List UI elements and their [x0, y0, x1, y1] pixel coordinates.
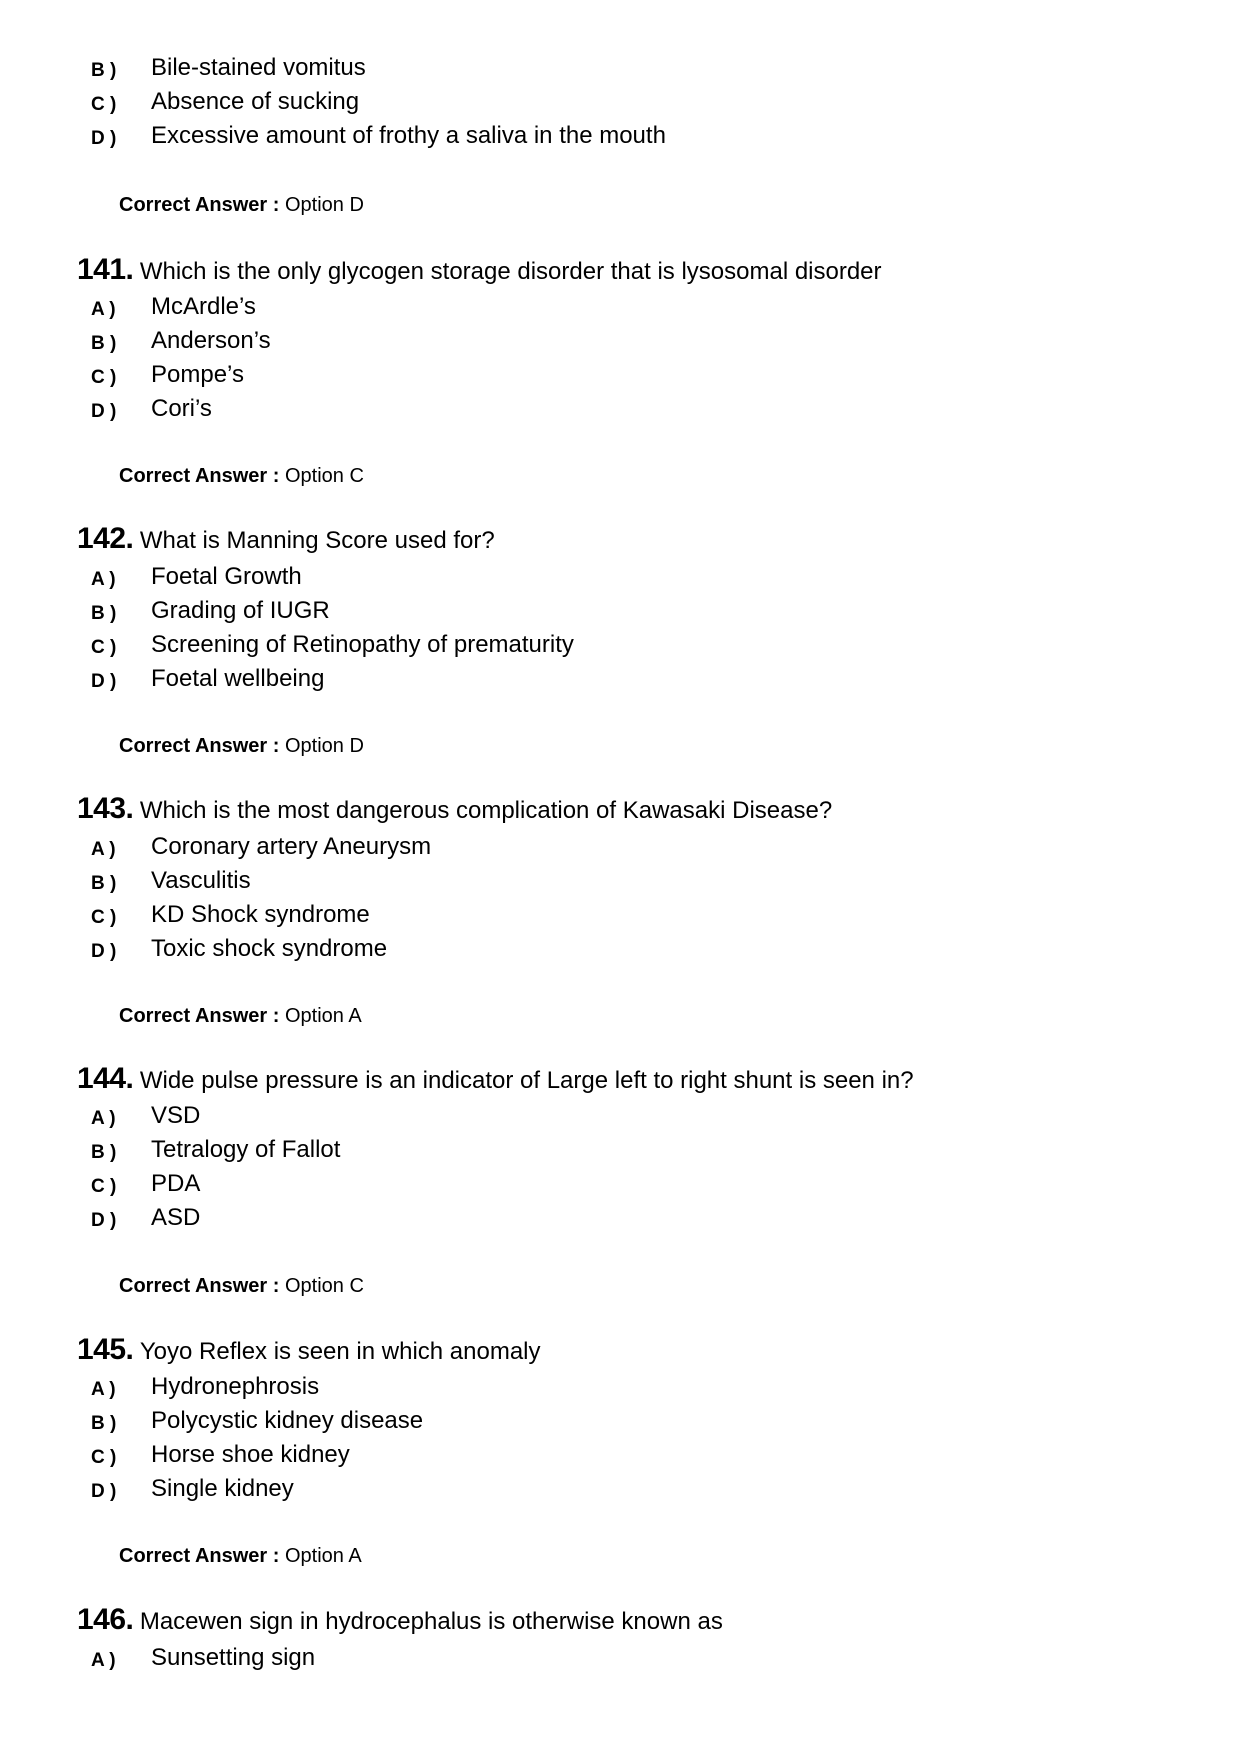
option-letter: D ) [91, 128, 117, 149]
option-letter: C ) [91, 637, 117, 658]
option-text: KD Shock syndrome [151, 901, 370, 928]
correct-answer-value: Option C [284, 465, 364, 487]
correct-answer [119, 1545, 362, 1568]
question-heading [77, 1603, 723, 1643]
correct-answer-value: Option A [284, 1005, 362, 1027]
question-number: 145. [77, 1333, 134, 1366]
question-heading [77, 253, 882, 293]
option-text: Screening of Retinopathy of prematurity [151, 631, 574, 658]
question-text: Macewen sign in hydrocephalus is otherwise known as [139, 1608, 723, 1635]
option-text: Anderson’s [151, 327, 271, 354]
question-number: 144. [77, 1062, 134, 1095]
option-letter: D ) [91, 401, 117, 422]
option-letter: C ) [91, 94, 117, 115]
option-text: Horse shoe kidney [151, 1441, 350, 1468]
question-text: Yoyo Reflex is seen in which anomaly [139, 1338, 541, 1365]
option-letter: B ) [91, 1413, 117, 1434]
correct-answer-label: Correct Answer : [119, 1275, 280, 1297]
question-text: Wide pulse pressure is an indicator of Large left to right shunt is seen in? [139, 1067, 914, 1094]
option-text: McArdle’s [151, 293, 256, 320]
correct-answer [119, 465, 364, 488]
question-text: Which is the most dangerous complication of Kawasaki Disease? [139, 797, 833, 824]
option-text: PDA [151, 1170, 201, 1197]
correct-answer-value: Option D [284, 735, 364, 757]
option-text: Excessive amount of frothy a saliva in the mouth [151, 122, 666, 149]
correct-answer [119, 1005, 362, 1028]
question-heading [77, 1062, 914, 1102]
option-letter: C ) [91, 907, 117, 928]
option-letter: B ) [91, 333, 117, 354]
option-text: Hydronephrosis [151, 1373, 320, 1400]
correct-answer-label: Correct Answer : [119, 1005, 280, 1027]
option-letter: A ) [91, 299, 116, 320]
option-letter: B ) [91, 60, 117, 81]
option-text: Foetal Growth [151, 563, 302, 590]
option-text: ASD [151, 1204, 201, 1231]
option-letter: A ) [91, 569, 116, 590]
option-letter: D ) [91, 1481, 117, 1502]
option-text: Absence of sucking [151, 88, 360, 115]
correct-answer-label: Correct Answer : [119, 735, 280, 757]
correct-answer [119, 735, 364, 758]
option-text: Toxic shock syndrome [151, 935, 388, 962]
correct-answer [119, 194, 364, 217]
option-letter: A ) [91, 1379, 116, 1400]
option-text: Vasculitis [151, 867, 251, 894]
correct-answer-value: Option D [284, 194, 364, 216]
option-text: VSD [151, 1102, 201, 1129]
question-number: 142. [77, 522, 134, 555]
option-text: Sunsetting sign [151, 1644, 316, 1671]
question-heading [77, 522, 495, 562]
option-text: Pompe’s [151, 361, 244, 388]
option-text: Tetralogy of Fallot [151, 1136, 341, 1163]
correct-answer-label: Correct Answer : [119, 1545, 280, 1567]
option-letter: C ) [91, 1447, 117, 1468]
option-letter: C ) [91, 1176, 117, 1197]
option-letter: C ) [91, 367, 117, 388]
option-text: Coronary artery Aneurysm [151, 833, 432, 860]
question-heading [77, 1333, 541, 1373]
option-letter: D ) [91, 941, 117, 962]
option-text: Single kidney [151, 1475, 294, 1502]
option-text: Foetal wellbeing [151, 665, 325, 692]
option-letter: A ) [91, 1650, 116, 1671]
option-letter: A ) [91, 1108, 116, 1129]
option-letter: D ) [91, 1210, 117, 1231]
correct-answer-value: Option C [284, 1275, 364, 1297]
option-letter: B ) [91, 603, 117, 624]
correct-answer-label: Correct Answer : [119, 194, 280, 216]
option-letter: B ) [91, 873, 117, 894]
option-text: Cori’s [151, 395, 212, 422]
correct-answer-value: Option A [284, 1545, 362, 1567]
question-heading [77, 792, 832, 832]
correct-answer-label: Correct Answer : [119, 465, 280, 487]
question-text: What is Manning Score used for? [139, 527, 495, 554]
question-text: Which is the only glycogen storage disorder that is lysosomal disorder [139, 258, 882, 285]
option-text: Grading of IUGR [151, 597, 330, 624]
option-text: Bile-stained vomitus [151, 54, 366, 81]
option-letter: D ) [91, 671, 117, 692]
option-letter: A ) [91, 839, 116, 860]
question-number: 143. [77, 792, 134, 825]
correct-answer [119, 1275, 364, 1298]
question-number: 146. [77, 1603, 134, 1636]
option-letter: B ) [91, 1142, 117, 1163]
question-number: 141. [77, 253, 134, 286]
option-text: Polycystic kidney disease [151, 1407, 424, 1434]
